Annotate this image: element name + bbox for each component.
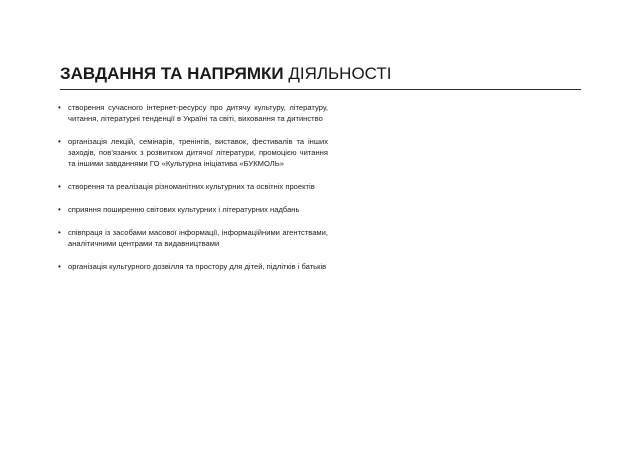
bullet-icon: • (58, 103, 61, 112)
bullet-icon: • (58, 182, 61, 191)
page-title-regular: ДІЯЛЬНОСТІ (283, 64, 392, 83)
page-title-bold: ЗАВДАННЯ ТА НАПРЯМКИ (60, 64, 284, 83)
bullet-icon: • (58, 228, 61, 237)
list-item (58, 181, 328, 192)
page-title (60, 64, 392, 84)
bullet-icon: • (58, 205, 61, 214)
list-item-text: створення та реалізація різноманітних культурних та освітніх проектів (68, 182, 315, 191)
list-item (58, 204, 328, 215)
list-item (58, 102, 328, 124)
title-underline (60, 89, 581, 90)
list-item (58, 136, 328, 169)
list-item (58, 227, 328, 249)
bullet-icon: • (58, 137, 61, 146)
list-item-text: організація лекцій, семінарів, тренінгів, виставок, фестивалів та інших заходів, пов’язаних з розвитком дитячої літератури, промоцією читання та іншими завданнями ГО «Культурна ініціатива «БУКМОЛЬ» (68, 137, 328, 168)
list-item-text: співпраця із засобами масової інформації, інформаційними агентствами, аналітичними центрами та видавництвами (68, 228, 328, 248)
list-item-text: створення сучасного інтернет-ресурсу про дитячу культуру, літературу, читання, літературні тенденції в Україні та світі, виховання та дитинство (68, 103, 328, 123)
list-item-text: сприяння поширенню світових культурних і літературних надбань (68, 205, 300, 214)
list-item (58, 261, 328, 272)
bullet-icon: • (58, 262, 61, 271)
list-item-text: організація культурного дозвілля та простору для дітей, підлітків і батьків (68, 262, 327, 271)
task-list (58, 102, 328, 284)
